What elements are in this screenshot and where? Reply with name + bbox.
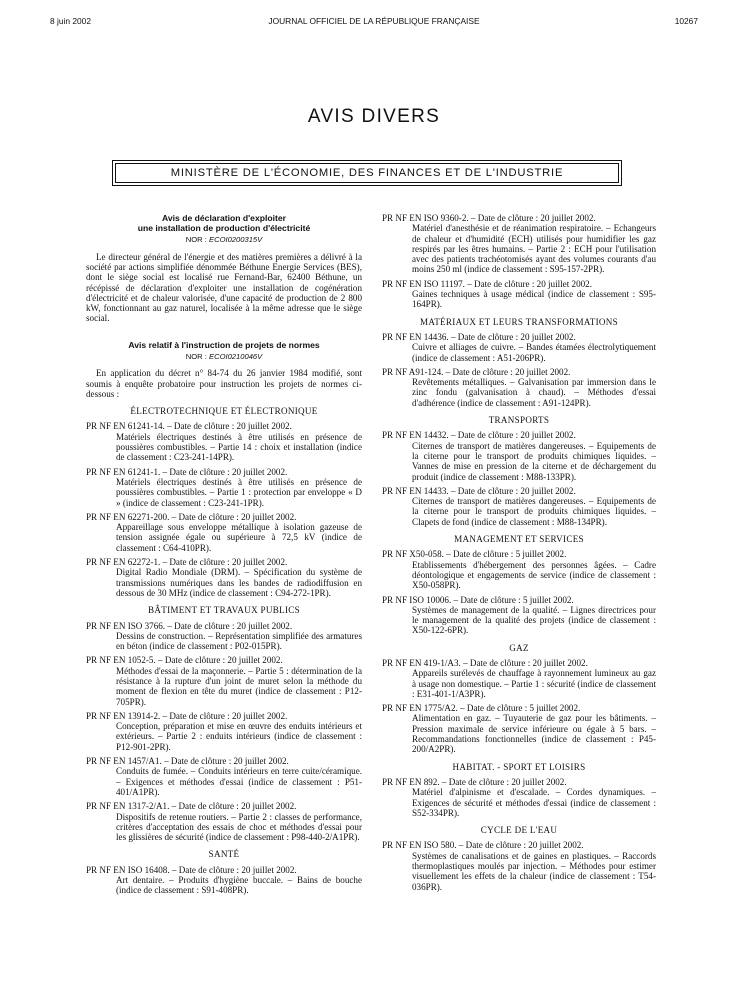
section-heading: SANTÉ xyxy=(208,849,240,860)
header-journal: JOURNAL OFFICIEL DE LA RÉPUBLIQUE FRANÇAISE xyxy=(268,16,480,26)
norm-entry xyxy=(86,756,362,797)
norm-reference: PR NF EN 14433. – Date de clôture : 20 juillet 2002. xyxy=(382,485,576,496)
norm-description: Méthodes d'essai de la maçonnerie. – Partie 5 : détermination de la résistance à la rupture d'un joint de muret selon la méthode du moment de flexion en tête du muret (indice de classement : P12-705PR). xyxy=(116,665,362,707)
avis1-nor xyxy=(86,235,362,245)
norm-entry xyxy=(382,486,656,527)
norm-entry xyxy=(86,801,362,842)
header-date: 8 juin 2002 xyxy=(50,16,91,26)
avis2-intro: En application du décret n° 84-74 du 26 janvier 1984 modifié, sont soumis à enquête probatoire pour instruction les projets de normes ci-dessous : xyxy=(86,368,362,399)
norm-entry xyxy=(382,777,656,818)
norm-description: Matériel d'anesthésie et de réanimation respiratoire. – Echangeurs de chaleur et d'humidité (ECH) utilisés pour humidifier les gaz respirés par les êtres humains. – Partie 2 : ECH pour l'utilisation avec des patients trachéotomisés ayant des volumes courants d'au moins 250 ml (indice de classement : S95-157-2PR). xyxy=(412,223,656,275)
section-heading: GAZ xyxy=(509,642,529,653)
avis2-nor xyxy=(86,352,362,362)
page-header xyxy=(0,16,748,30)
norm-description: Matériel d'alpinisme et d'escalade. – Cordes dynamiques. – Exigences de sécurité et méthodes d'essai (indice de classement : S52-334PR). xyxy=(412,787,656,818)
left-sections xyxy=(86,406,362,895)
norm-reference: PR NF ISO 10006. – Date de clôture : 5 juillet 2002. xyxy=(382,594,574,605)
avis1-title xyxy=(86,213,362,233)
norm-entry xyxy=(382,332,656,363)
page-title: AVIS DIVERS xyxy=(307,106,441,127)
norm-reference: PR NF EN 14432. – Date de clôture : 20 juillet 2002. xyxy=(382,430,576,441)
norm-description: Citernes de transport de matières dangereuses. – Equipements de la citerne pour le transport de produits chimiques liquides. – Vannes de mise en pression de la citerne et de déchargement du produit (indice de classement : M88-133PR). xyxy=(412,440,656,482)
norm-description: Dessins de construction. – Représentation simplifiée des armatures en béton (indice de classement : P02-015PR). xyxy=(116,630,362,652)
norm-entry xyxy=(86,865,362,896)
norm-reference: PR NF EN 1052-5. – Date de clôture : 20 juillet 2002. xyxy=(86,655,283,666)
section-heading: BÂTIMENT ET TRAVAUX PUBLICS xyxy=(147,605,301,616)
norm-description: Cuivre et alliages de cuivre. – Bandes étamées électrolytiquement (indice de classement : A51-206PR). xyxy=(412,342,656,363)
norm-entry xyxy=(382,213,656,275)
norm-description: Systèmes de canalisations et de gaines en plastiques. – Raccords thermoplastiques moulés par injection. – Méthodes pour estimer visuellement les effets de la chaleur (indice de classement : T54-036PR). xyxy=(412,850,656,892)
norm-reference: PR NF EN 419-1/A3. – Date de clôture : 20 juillet 2002. xyxy=(382,657,588,668)
avis1-title-line1: Avis de déclaration d'exploiter xyxy=(162,213,286,223)
norm-reference: PR NF EN 1317-2/A1. – Date de clôture : 20 juillet 2002. xyxy=(86,801,297,812)
norm-reference: PR NF EN ISO 16408. – Date de clôture : 20 juillet 2002. xyxy=(86,864,297,875)
norm-entry xyxy=(86,467,362,508)
norm-reference: PR NF EN ISO 3766. – Date de clôture : 20 juillet 2002. xyxy=(86,620,293,631)
avis1-body: Le directeur général de l'énergie et des matières premières a délivré à la société par actions simplifiée dénommée Béthune Energie Services (BES), dont le siège social est localisé rue Fernand-Bar, 62400 Béthune, un récépissé de déclaration d'exploiter une installation de cogénération d'électricité et de chaleur valorisée, d'une capacité de production de 2 800 kW, fonctionnant au gaz naturel, localisée à la même adresse que le siège social. xyxy=(86,251,362,324)
section-heading: CYCLE DE L'EAU xyxy=(480,825,558,836)
avis1-nor-code: ECOI0200315V xyxy=(209,235,263,245)
norm-description: Art dentaire. – Produits d'hygiène buccale. – Bains de bouche (indice de classement : S91-408PR). xyxy=(116,875,362,896)
norm-entry xyxy=(86,557,362,598)
norm-reference: PR NF EN 62272-1. – Date de clôture : 20 juillet 2002. xyxy=(86,557,288,568)
avis2-nor-label: NOR : xyxy=(185,351,207,361)
norm-reference: PR NF EN 62271-200. – Date de clôture : 20 juillet 2002. xyxy=(86,511,297,522)
norm-entry xyxy=(86,512,362,553)
norm-reference: PR NF A91-124. – Date de clôture : 20 juillet 2002. xyxy=(382,366,571,377)
norm-reference: PR NF EN 61241-1. – Date de clôture : 20 juillet 2002. xyxy=(86,466,288,477)
section-heading: MATÉRIAUX ET LEURS TRANSFORMATIONS xyxy=(419,316,619,327)
norm-entry xyxy=(86,421,362,462)
right-top-entries xyxy=(382,213,656,310)
avis2-title: Avis relatif à l'instruction de projets de normes xyxy=(128,339,320,350)
norm-entry xyxy=(382,430,656,481)
norm-description: Matériels électriques destinés à être utilisés en présence de poussières combustibles. – Partie 1 : protection par enveloppe « D » (indice de classement : C23-241-1PR). xyxy=(116,476,362,508)
norm-description: Alimentation en gaz. – Tuyauterie de gaz pour les bâtiments. – Pression maximale de service inférieure ou égale à 5 bars. – Recommandations fonctionnelles (indice de classement : P45-200/A2PR). xyxy=(412,713,656,755)
right-sections xyxy=(382,317,656,892)
section-heading: ÉLECTROTECHNIQUE ET ÉLECTRONIQUE xyxy=(130,406,318,417)
norm-description: Dispositifs de retenue routiers. – Partie 2 : classes de performance, critères d'acceptation des essais de choc et méthodes d'essai pour les glissières de sécurité (indice de classement : P98-440-2/A1PR). xyxy=(116,811,362,843)
norm-entry xyxy=(382,279,656,310)
norm-entry xyxy=(86,621,362,652)
norm-entry xyxy=(86,655,362,706)
norm-reference: PR NF X50-058. – Date de clôture : 5 juillet 2002. xyxy=(382,549,567,560)
norm-entry xyxy=(382,367,656,408)
avis1-title-line2: une installation de production d'électricité xyxy=(137,223,311,234)
norm-entry xyxy=(382,595,656,636)
norm-reference: PR NF EN ISO 11197. – Date de clôture : 20 juillet 2002. xyxy=(382,278,592,289)
norm-description: Conception, préparation et mise en œuvre des enduits intérieurs et extérieurs. – Partie 2 : enduits intérieurs (indice de classement : P12-901-2PR). xyxy=(116,721,362,752)
norm-reference: PR NF EN 1457/A1. – Date de clôture : 20 juillet 2002. xyxy=(86,756,289,767)
section-heading: HABITAT. - SPORT ET LOISIRS xyxy=(452,761,586,772)
norm-entry xyxy=(382,658,656,699)
header-page-number: 10267 xyxy=(674,16,698,26)
norm-reference: PR NF EN ISO 9360-2. – Date de clôture : 20 juillet 2002. xyxy=(382,213,596,223)
norm-entry xyxy=(382,703,656,754)
left-column xyxy=(86,213,362,900)
norm-description: Revêtements métalliques. – Galvanisation par immersion dans le zinc fondu (galvanisation à chaud). – Méthodes d'essai d'adhérence (indice de classement : A91-124PR). xyxy=(412,377,656,408)
section-heading: TRANSPORTS xyxy=(488,415,550,426)
norm-description: Digital Radio Mondiale (DRM). – Spécification du système de transmissions numériques dans les bandes de radiodiffusion en dessous de 30 MHz (indice de classement : C94-272-1PR). xyxy=(116,567,362,598)
ministry-box xyxy=(112,160,622,186)
ministry-name: MINISTÈRE DE L'ÉCONOMIE, DES FINANCES ET DE L'INDUSTRIE xyxy=(170,167,564,179)
avis1-nor-label: NOR : xyxy=(185,235,207,245)
norm-description: Etablissements d'hébergement des personnes âgées. – Cadre déontologique et engagements de service (indice de classement : X50-058PR). xyxy=(412,559,656,591)
norm-reference: PR NF EN ISO 580. – Date de clôture : 20 juillet 2002. xyxy=(382,840,584,851)
norm-reference: PR NF EN 61241-14. – Date de clôture : 20 juillet 2002. xyxy=(86,421,292,432)
norm-description: Gaines techniques à usage médical (indice de classement : S95-164PR). xyxy=(412,289,656,310)
avis2-nor-code: ECOI0210046V xyxy=(209,351,263,361)
norm-description: Systèmes de management de la qualité. – Lignes directrices pour le management de la qualité des projets (indice de classement : X50-122-6PR). xyxy=(412,604,656,636)
norm-reference: PR NF EN 13914-2. – Date de clôture : 20 juillet 2002. xyxy=(86,710,288,721)
norm-description: Matériels électriques destinés à être utilisés en présence de poussières combustibles. – Partie 14 : choix et installation (indice de classement : C23-241-14PR). xyxy=(116,431,362,463)
norm-reference: PR NF EN 1775/A2. – Date de clôture : 5 juillet 2002. xyxy=(382,703,581,714)
norm-entry xyxy=(86,711,362,752)
norm-entry xyxy=(382,840,656,891)
section-heading: MANAGEMENT ET SERVICES xyxy=(454,534,584,545)
norm-entry xyxy=(382,549,656,590)
right-column xyxy=(382,213,656,896)
norm-description: Appareillage sous enveloppe métallique à isolation gazeuse de tension assignée égale ou supérieure à 72,5 kV (indice de classement : C64-410PR). xyxy=(116,522,362,553)
norm-reference: PR NF EN 892. – Date de clôture : 20 juillet 2002. xyxy=(382,776,567,787)
norm-description: Citernes de transport de matières dangereuses. – Equipements de la citerne pour le transport de produits chimiques liquides. – Clapets de fond (indice de classement : M88-134PR). xyxy=(412,496,656,527)
norm-description: Appareils surélevés de chauffage à rayonnement lumineux au gaz à usage non domestique. – Partie 1 : sécurité (indice de classement : E31-401-1/A3PR). xyxy=(412,668,656,699)
norm-reference: PR NF EN 14436. – Date de clôture : 20 juillet 2002. xyxy=(382,331,576,342)
norm-description: Conduits de fumée. – Conduits intérieurs en terre cuite/céramique. – Exigences et méthodes d'essai (indice de classement : P51-401/A1PR). xyxy=(116,766,362,797)
